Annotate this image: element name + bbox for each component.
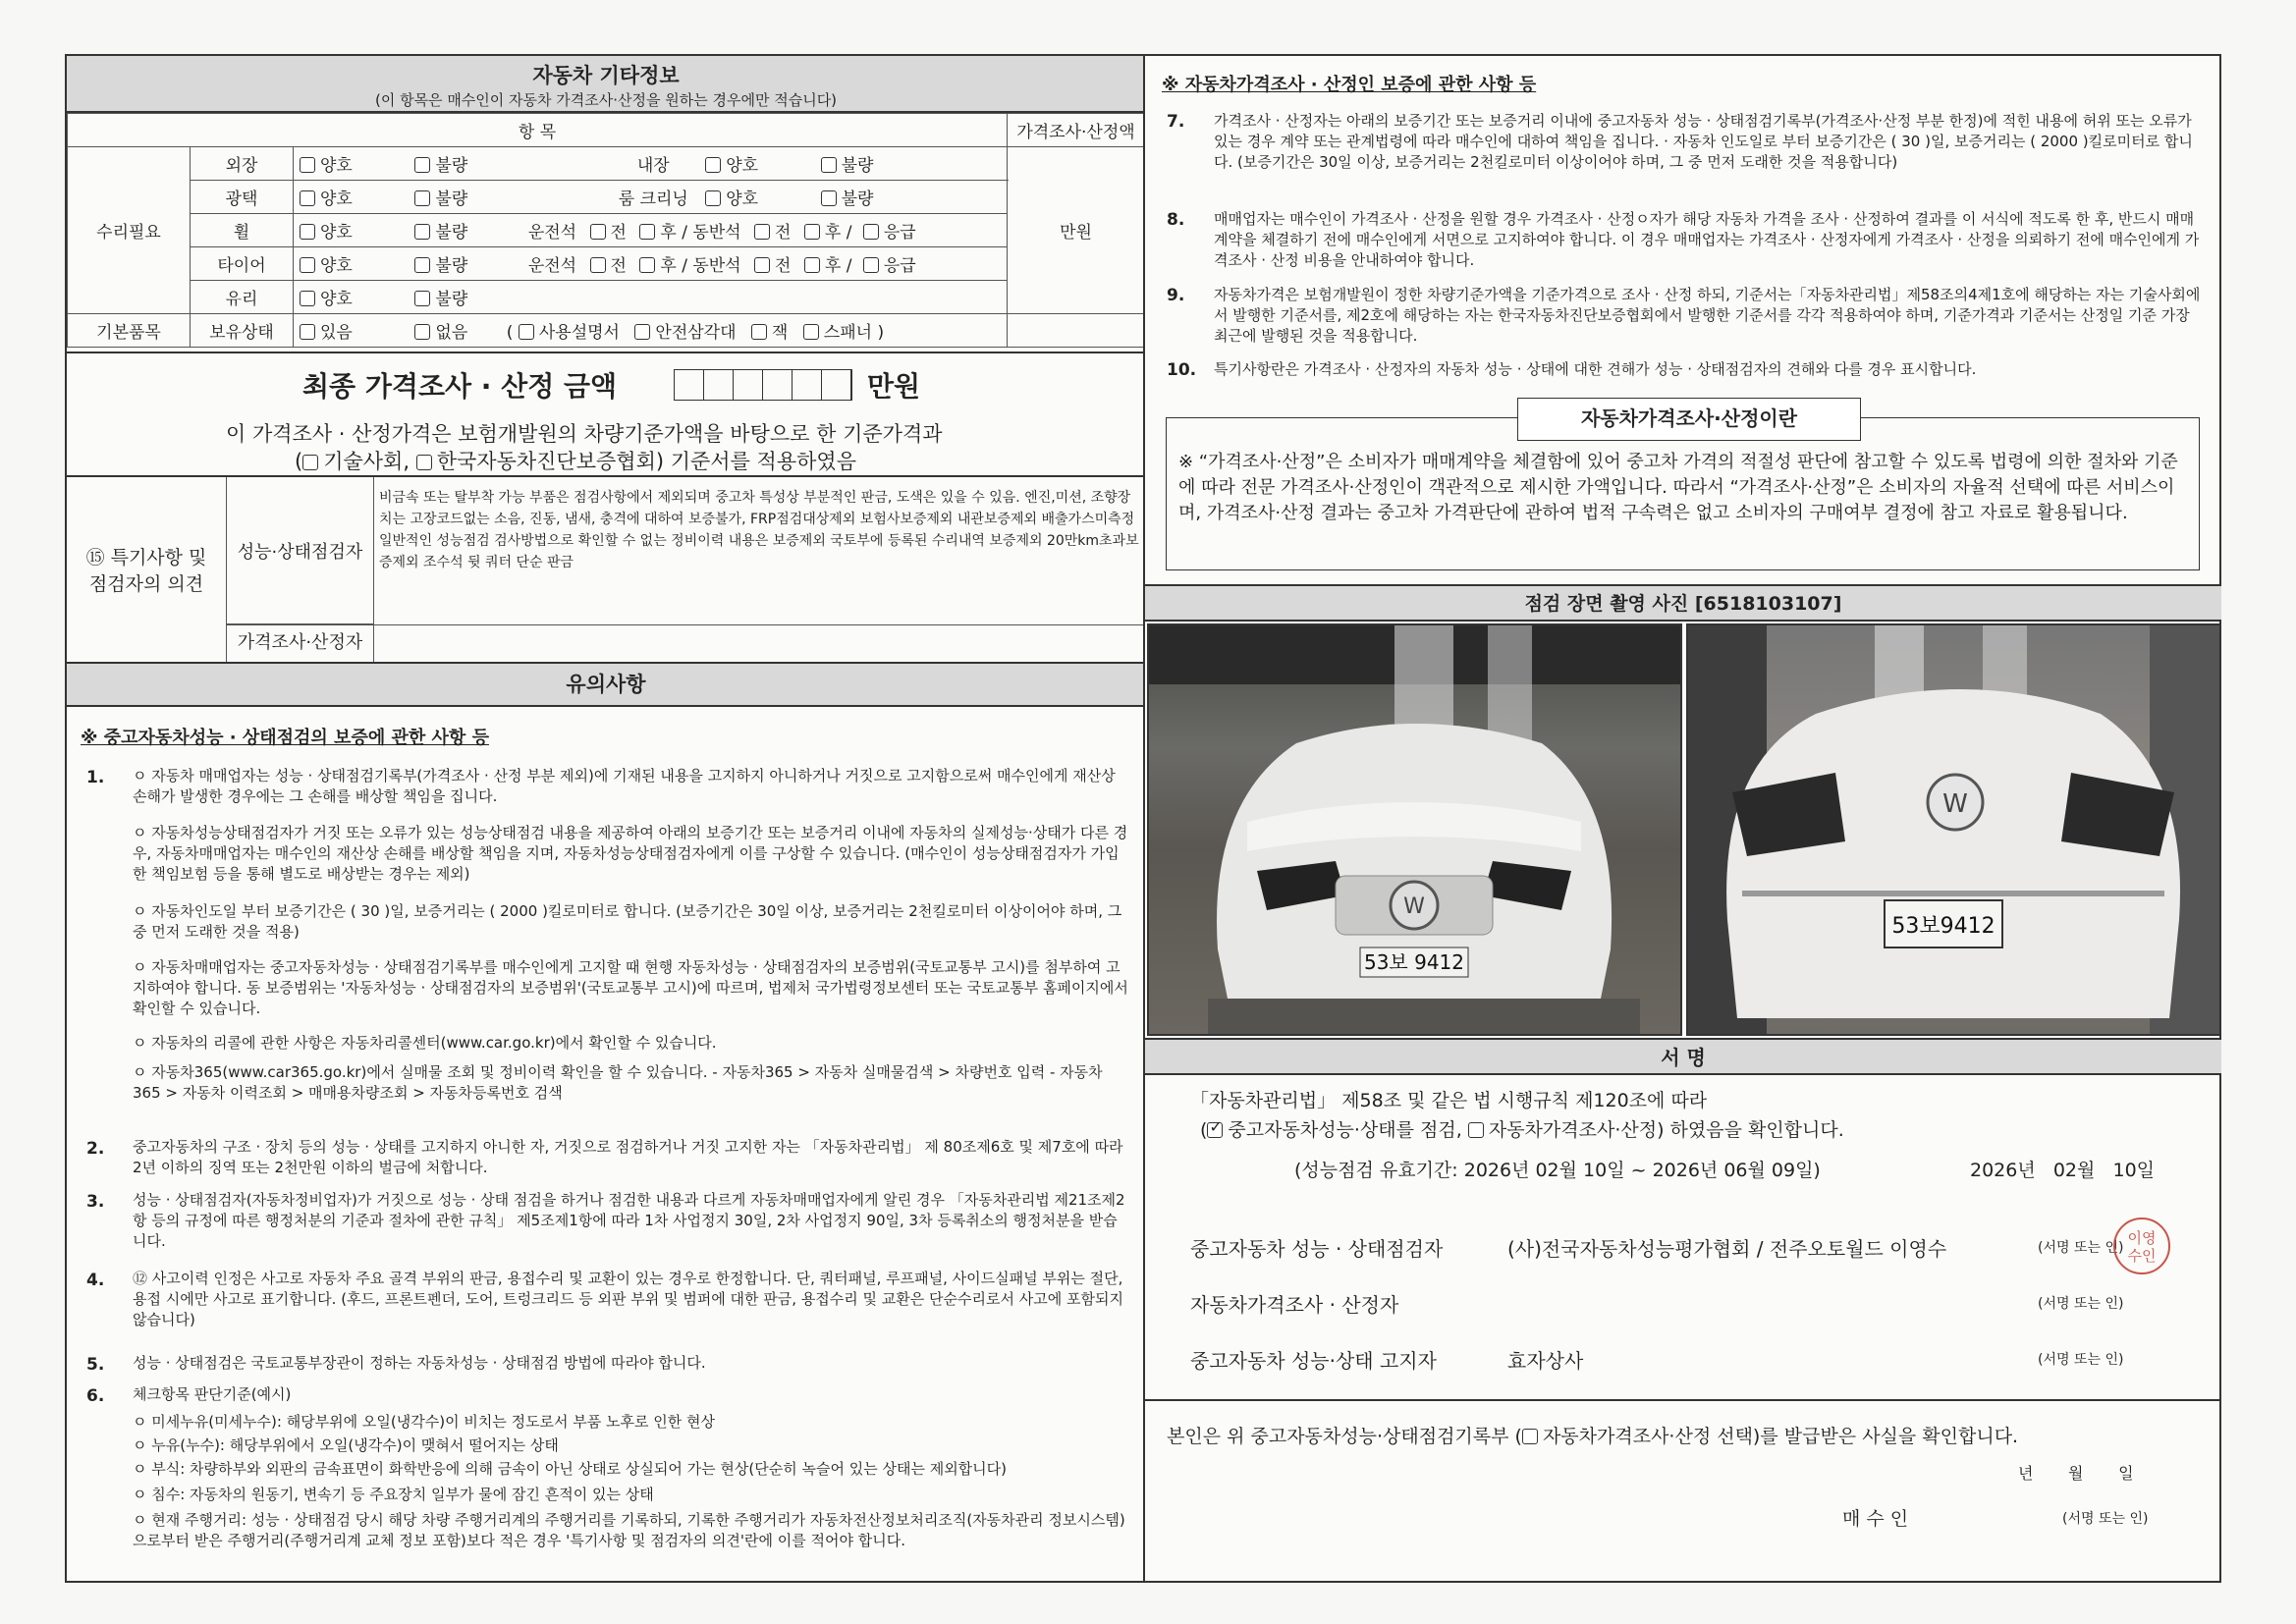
guarantee-number: 9. <box>1167 286 1185 305</box>
rear-car-photo <box>1686 623 2221 1036</box>
other-info-subtitle: (이 항목은 매수인이 자동차 가격조사·산정을 원하는 경우에만 적습니다) <box>374 91 838 109</box>
slash: / <box>846 223 852 243</box>
notice-number: 1. <box>86 768 105 787</box>
final-price-unit: 만원 <box>867 370 921 403</box>
notice-item: 중고자동차의 구조 · 장치 등의 성능 · 상태를 고지하지 아니한 자, 거짓으로 점검하거나 거짓 고지한 자는 「자동차관리법」 제 80조제6호 및 제7호에 따라 2년 이하의 징역 또는 2천만원 이하의 벌금에 처합니다. <box>133 1138 1123 1176</box>
guarantee-item: 가격조사 · 산정자는 아래의 보증기간 또는 보증거리 이내에 중고자동차 성능 · 상태점검기록부(가격조사·산정 부분 한정)에 적힌 내용에 허위 또는 오류가 있는 경우 계약 또는 관계법령에 따라 매수인에 대하여 책임을 집니다. · 자동차 인도일로 부터 보증기간은 ( 30 )일, 보증거리는 ( 2000 )킬로미터로 합니다. (보증기간은 30일 이상, 보증거리는 2천킬로미터 이상이어야 하며, 그 중 먼저 도래한 것을 적용합니다) <box>1214 112 2193 171</box>
appraisal-definition-text: ※ “가격조사·산정”은 소비자가 매매계약을 체결함에 있어 중고차 가격의 적절성 판단에 참고할 수 있도록 법령에 의한 절차와 기준에 따라 전문 가격조사·산정인이 객관적으로 제시한 가액입니다. 따라서 “가격조사·산정”은 소비자의 자율적 선택에 따른 서비스이며, 가격조사·산정 결과는 중고차 가격판단에 관하여 법적 구속력은 없고 소비자의 구매여부 결정에 참고 자료로 활용됩니다. <box>1178 452 2178 523</box>
triangle-label: 안전삼각대 <box>655 323 737 343</box>
price-header: 가격조사·산정액 <box>1008 114 1145 147</box>
checkbox[interactable] <box>414 324 430 340</box>
sign-date <box>1970 1156 2155 1182</box>
bad-label: 불량 <box>435 189 468 209</box>
notice-number: 4. <box>86 1271 105 1290</box>
final-price-title: 최종 가격조사 · 산정 금액 <box>302 370 618 403</box>
notice-item: ㅇ 자동차매매업자는 중고자동차성능 · 상태점검기록부를 매수인에게 고지할 때 현행 자동차성능 · 상태점검자의 보증범위(국토교통부 고시)를 첨부하여 고지하여야 합니다. 동 보증범위는 '자동차성능 · 상태점검자의 보증범위'(국토교통부 고시)에 따르며, 법제처 국가법령정보센터 또는 국토교통부 홈페이지에서 확인할 수 있습니다. <box>133 958 1128 1017</box>
bad-label: 불량 <box>435 156 468 176</box>
none-label: 없음 <box>435 323 468 343</box>
guarantee-number: 7. <box>1167 112 1185 132</box>
final-price-desc2: ( 기술사회, 한국자동차진단보증협회) 기준서를 적용하였음 <box>295 450 856 473</box>
notice-item: ㅇ 자동차의 리콜에 관한 사항은 자동차리콜센터(www.car.go.kr)에서 확인할 수 있습니다. <box>133 1034 717 1052</box>
front-car-image <box>1149 625 1682 1036</box>
notice-number: 5. <box>86 1355 105 1375</box>
appraisal-definition-title: 자동차가격조사·산정이란 <box>1517 398 1861 441</box>
checkbox[interactable] <box>804 257 820 273</box>
buyer-date: 년 월 일 <box>2018 1464 2134 1483</box>
front-plate-text: 53보 9412 <box>1363 950 1465 974</box>
front-label: 전 <box>775 223 792 243</box>
passenger-label: 동반석 <box>692 223 741 243</box>
svg-text:W: W <box>1403 894 1425 919</box>
other-info-header <box>67 56 1145 113</box>
rear-label: 후 <box>660 223 677 243</box>
notice-number: 2. <box>86 1139 105 1159</box>
notice-item: ㅇ 침수: 자동차의 원동기, 변속기 등 주요장치 일부가 물에 잠긴 흔적이 있는 상태 <box>133 1486 654 1503</box>
bad-label: 불량 <box>841 189 874 209</box>
slash: / <box>846 256 852 276</box>
notice-item: ㅇ 현재 주행거리: 성능 · 상태점검 당시 해당 차량 주행거리계의 주행거리를 기록하되, 기록한 주행거리가 자동차전산정보처리조직(자동차관리 정보시스템)으로부터 받은 주행거리(주행거리계 교체 정보 포함)보다 적은 경우 '특기사항 및 점검자의 의견'란에 이를 적어야 합니다. <box>133 1511 1125 1549</box>
law-line: 「자동차관리법」 제58조 및 같은 법 시행규칙 제120조에 따라 <box>1190 1090 1708 1111</box>
warranty-title: ※ 중고자동차성능 · 상태점검의 보증에 관한 사항 등 <box>81 728 489 748</box>
photo-header: 점검 장면 촬영 사진 [6518103107] <box>1145 584 2221 622</box>
checkbox[interactable] <box>519 324 534 340</box>
buyer-label: 매 수 인 <box>1842 1508 1909 1530</box>
manual-label: 사용설명서 <box>538 323 620 343</box>
inspector-seal <box>2113 1218 2170 1274</box>
row-gloss: 광택 <box>191 181 294 214</box>
notice-item: ㅇ 자동차 매매업자는 성능 · 상태점검기록부(가격조사 · 산정 부분 제외)에 기재된 내용을 고지하지 아니하거나 거짓으로 고지함으로써 매수인에게 재산상 손해가 발생한 경우에는 그 손해를 배상할 책임을 집니다. <box>133 767 1116 805</box>
front-car-photo <box>1147 623 1682 1036</box>
notifier-name: 효자상사 <box>1507 1349 1584 1373</box>
bad-label: 불량 <box>435 223 468 243</box>
good-label: 양호 <box>320 290 353 309</box>
checkbox[interactable] <box>803 324 819 340</box>
hold-status-label: 보유상태 <box>191 314 294 348</box>
check-line-b: 자동차가격조사·산정) 하였음을 확인합니다. <box>1488 1119 1844 1141</box>
front-label: 전 <box>610 256 627 276</box>
passenger-label: 동반석 <box>692 256 741 276</box>
checkbox[interactable] <box>705 157 721 173</box>
checkbox[interactable] <box>300 291 315 306</box>
checkbox[interactable] <box>821 157 837 173</box>
driver-label: 운전석 <box>527 256 577 276</box>
guarantee-number: 10. <box>1167 360 1197 380</box>
notice-item: 성능 · 상태점검자(자동차정비업자)가 거짓으로 성능 · 상태 점검을 하거나 점검한 내용과 다르게 자동차매매업자에게 알린 경우 「자동차관리법 제21조제2항 등의 규정에 따른 행정처분의 기준과 절차에 관한 규칙」 제5조제1항에 따라 1차 사업정지 30일, 2차 사업정지 90일, 3차 등록취소의 행정처분을 받습니다. <box>133 1191 1125 1250</box>
check-line: (✓ 중고자동차성능·상태를 점검, 자동차가격조사·산정) 하였음을 확인합니다. <box>1200 1115 1844 1142</box>
other-info-table: 항 목 가격조사·산정액 수리필요 외장 양호 불량 내장 양호 불량 만원 광택 양호 불량 룸 크리닝 양호 불량 휠 양호 불량 운전석 전 후 / 동반석 전 후 / 응급 타이어 양호 불량 운전석 전 후 / 동반석 전 후 / 응급 유리 양호 불량 기본품목 보유상태 있음 없음 ( 사용설명서 안전삼각대 잭 스패너 ) <box>67 113 1145 348</box>
buyer-confirm-a: 본인은 위 중고자동차성능·상태점검기록부 ( <box>1167 1426 1522 1447</box>
final-price-boxes[interactable] <box>674 369 852 401</box>
notice-number: 6. <box>86 1386 105 1406</box>
checkbox[interactable] <box>639 257 655 273</box>
notice-item: ㅇ 자동차365(www.car365.go.kr)에서 실매물 조회 및 정비이력 확인을 할 수 있습니다. - 자동차365 > 자동차 실매물검색 > 차량번호 입력 - 자동차365 > 자동차 이력조회 > 매매용차량조회 > 자동차등록번호 검색 <box>133 1063 1103 1102</box>
slash: / <box>682 256 687 276</box>
jack-label: 잭 <box>771 323 789 343</box>
sign-year: 2026년 <box>1970 1160 2036 1181</box>
inspector-sign-note: (서명 또는 인) <box>2038 1240 2124 1256</box>
checkbox[interactable] <box>754 257 770 273</box>
standard-tech: 기술사회, <box>323 450 410 473</box>
good-label: 양호 <box>726 189 759 209</box>
notice-header: 유의사항 <box>67 662 1145 707</box>
guarantee-item: 매매업자는 매수인이 가격조사 · 산정을 원할 경우 가격조사 · 산정ㅇ자가 해당 자동차 가격을 조사 · 산정하여 결과를 이 서식에 적도록 한 후, 반드시 매매계약을 체결하기 전에 매수인에게 서면으로 고지하여야 합니다. 이 경우 매매업자는 가격조사 · 산정자에게 가격조사 · 산정을 의뢰하기 전에 매수인에게 가격조사 · 산정 비용을 안내하여야 합니다. <box>1214 210 2200 269</box>
inspector-opinion: 비금속 또는 탈부착 가능 부품은 점검사항에서 제외되며 중고차 특성상 부분적인 판금, 도색은 있을 수 있음. 엔진,미션, 조향장치는 고장코드없는 소음, 진동, 냄새, 충격에 대하여 보증불가, FRP점검대상제외 보험사보증제외 내관보증제외 배출가스미측정 일반적인 성능점검 검사방법으로 확인할 수 없는 정비이력 내용은 보증제외 국토부에 등록된 수리내역 보증제외 20만km초과보증제외 조수석 뒷 쿼터 단순 판금 <box>379 490 1139 570</box>
rear-car-image <box>1688 625 2221 1036</box>
rear-label: 후 <box>824 223 842 243</box>
notice-item: ⑫ 사고이력 인정은 사고로 자동차 주요 골격 부위의 판금, 용접수리 및 교환이 있는 경우로 한정합니다. 단, 쿼터패널, 루프패널, 사이드실패널 부위는 절단, 용접 시에만 사고로 표기합니다. (후드, 프론트펜더, 도어, 트렁크리드 등 외판 부위 및 범퍼에 대한 판금, 용접수리 및 교환은 단순수리로서 사고에 포함되지 않습니다) <box>133 1270 1123 1328</box>
checkbox[interactable] <box>414 157 430 173</box>
appraiser-label: 가격조사·산정자 <box>227 624 374 662</box>
sign-day: 10일 <box>2112 1160 2156 1181</box>
good-label: 양호 <box>320 256 353 276</box>
signature-header: 서 명 <box>1145 1038 2221 1075</box>
checkbox[interactable] <box>754 224 770 240</box>
buyer-confirm-divider <box>1145 1399 2221 1401</box>
svg-text:W: W <box>1942 789 1968 819</box>
checkbox[interactable] <box>590 257 606 273</box>
checkbox[interactable] <box>863 257 879 273</box>
seal-text: 이영수인 <box>2127 1229 2157 1265</box>
rear-label: 후 <box>660 256 677 276</box>
row-exterior: 외장 <box>191 147 294 181</box>
rear-plate-text: 53보9412 <box>1891 914 1995 939</box>
checkbox[interactable] <box>821 190 837 206</box>
buyer-confirm-b: 자동차가격조사·산정 선택)를 발급받은 사실을 확인합니다. <box>1542 1426 2019 1447</box>
bad-label: 불량 <box>841 156 874 176</box>
slash: / <box>682 223 687 243</box>
bad-label: 불량 <box>435 256 468 276</box>
guarantee-item: 자동차가격은 보험개발원이 정한 차량기준가액을 기준가격으로 조사 · 산정 하되, 기준서는「자동차관리법」제58조의4제1호에 해당하는 자는 기술사회에서 발행한 기준서를, 제2호에 해당하는 자는 한국자동차진단보증협회에서 발행한 기준서를 각각 적용하여야 하며, 기준가격과 기준서는 산정일 기준 가장 최근에 발행된 것을 적용합니다. <box>1214 286 2201 345</box>
good-label: 양호 <box>320 189 353 209</box>
checkbox[interactable] <box>751 324 767 340</box>
checkbox[interactable] <box>300 190 315 206</box>
row-interior: 내장 <box>636 156 670 176</box>
check-line-a: 중고자동차성능·상태를 점검, <box>1228 1119 1462 1141</box>
checkbox[interactable] <box>634 324 650 340</box>
row-glass: 유리 <box>191 281 294 314</box>
performance-checkbox[interactable] <box>1207 1122 1223 1138</box>
row-tire: 타이어 <box>191 247 294 281</box>
notifier-sign-note: (서명 또는 인) <box>2038 1352 2124 1368</box>
repair-label: 수리필요 <box>68 147 191 314</box>
buyer-confirm <box>1167 1422 2018 1448</box>
checkbox[interactable] <box>414 291 430 306</box>
checkbox[interactable] <box>414 257 430 273</box>
driver-label: 운전석 <box>527 223 577 243</box>
checkbox[interactable] <box>414 224 430 240</box>
row-wheel: 휠 <box>191 214 294 247</box>
emergency-label: 응급 <box>883 256 916 276</box>
notice-number: 3. <box>86 1192 105 1212</box>
checkbox[interactable] <box>590 224 606 240</box>
front-label: 전 <box>610 223 627 243</box>
notice-item: ㅇ 자동차성능상태점검자가 거짓 또는 오류가 있는 성능상태점검 내용을 제공하여 아래의 보증기간 또는 보증거리 이내에 자동차의 실제성능·상태가 다른 경우, 자동차매매업자는 매수인의 재산상 손해를 배상할 책임을 지며, 자동차성능상태점검자에게 이를 구상할 수 있습니다. (매수인이 성능상태점검자가 가입한 책임보험 등을 통해 별도로 배상받는 경우는 제외) <box>133 824 1128 883</box>
opinion-label: ⑮ 특기사항 및 점검자의 의견 <box>67 477 227 662</box>
opinion-block <box>67 477 1145 662</box>
spanner-label: 스패너 <box>823 323 873 343</box>
front-label: 전 <box>775 256 792 276</box>
bad-label: 불량 <box>435 290 468 309</box>
checkbox[interactable] <box>416 455 432 470</box>
have-label: 있음 <box>320 323 353 343</box>
checkbox[interactable] <box>300 257 315 273</box>
checkbox[interactable] <box>300 157 315 173</box>
notice-item: ㅇ 누유(누수): 해당부위에서 오일(냉각수)이 맺혀서 떨어지는 상태 <box>133 1436 559 1454</box>
appraiser-sign-note: (서명 또는 인) <box>2038 1296 2124 1312</box>
notice-item: 체크항목 판단기준(예시) <box>133 1385 292 1403</box>
inspector-name: (사)전국자동차성능평가협회 / 전주오토월드 이영수 <box>1507 1237 1947 1261</box>
checkbox[interactable] <box>300 224 315 240</box>
checkbox[interactable] <box>300 324 315 340</box>
emergency-label: 응급 <box>883 223 916 243</box>
appraisal-checkbox[interactable] <box>1468 1122 1484 1138</box>
sign-month: 02월 <box>2052 1160 2096 1181</box>
rear-label: 후 <box>824 256 842 276</box>
other-info-title: 자동차 기타정보 <box>532 64 680 87</box>
checkbox[interactable] <box>863 224 879 240</box>
buyer-appraisal-checkbox[interactable] <box>1522 1429 1538 1444</box>
notice-item: ㅇ 부식: 차량하부와 외판의 금속표면이 화학반응에 의해 금속이 아닌 상태로 상실되어 가는 현상(단순히 녹슬어 있는 상태는 제외합니다) <box>133 1460 1008 1478</box>
row-room: 룸 크리닝 <box>618 189 688 209</box>
final-price-block <box>67 352 1145 477</box>
guarantee-title: ※ 자동차가격조사 · 산정인 보증에 관한 사항 등 <box>1162 75 1537 95</box>
right-column-divider <box>1143 54 1145 1583</box>
validity-period: (성능점검 유효기간: 2026년 02월 10일 ~ 2026년 06월 09일) <box>1294 1160 1821 1181</box>
notice-item: ㅇ 자동차인도일 부터 보증기간은 ( 30 )일, 보증거리는 ( 2000 )킬로미터로 합니다. (보증기간은 30일 이상, 보증거리는 2천킬로미터 이상이어야 하며, 그 중 먼저 도래한 것을 적용) <box>133 902 1122 941</box>
final-price-desc1: 이 가격조사 · 산정가격은 보험개발원의 차량기준가액을 바탕으로 한 기준가격과 <box>226 422 943 446</box>
good-label: 양호 <box>320 223 353 243</box>
good-label: 양호 <box>320 156 353 176</box>
guarantee-number: 8. <box>1167 210 1185 230</box>
buyer-sign-note: (서명 또는 인) <box>2062 1511 2149 1527</box>
checkbox[interactable] <box>639 224 655 240</box>
notice-item: ㅇ 미세누유(미세누수): 해당부위에 오일(냉각수)이 비치는 정도로서 부품 노후로 인한 현상 <box>133 1413 716 1431</box>
inspector-label: 성능·상태점검자 <box>227 477 374 624</box>
checkbox[interactable] <box>302 455 318 470</box>
item-header: 항 목 <box>68 114 1008 147</box>
checkbox[interactable] <box>414 190 430 206</box>
guarantee-item: 특기사항란은 가격조사 · 산정자의 자동차 성능 · 상태에 대한 견해가 성능 · 상태점검자의 견해와 다를 경우 표시합니다. <box>1214 360 1977 378</box>
checkbox[interactable] <box>705 190 721 206</box>
good-label: 양호 <box>726 156 759 176</box>
price-won: 만원 <box>1008 147 1145 314</box>
standard-kadia: 한국자동차진단보증협회) 기준서를 적용하였음 <box>436 450 856 473</box>
notifier-row-label: 중고자동차 성능·상태 고지자 <box>1190 1349 1437 1373</box>
basic-items-label: 기본품목 <box>68 314 191 348</box>
notice-item: 성능 · 상태점검은 국토교통부장관이 정하는 자동차성능 · 상태점검 방법에 따라야 합니다. <box>133 1354 706 1372</box>
appraiser-row-label: 자동차가격조사 · 산정자 <box>1190 1293 1399 1317</box>
checkbox[interactable] <box>804 224 820 240</box>
inspector-row-label: 중고자동차 성능 · 상태점검자 <box>1190 1237 1444 1261</box>
